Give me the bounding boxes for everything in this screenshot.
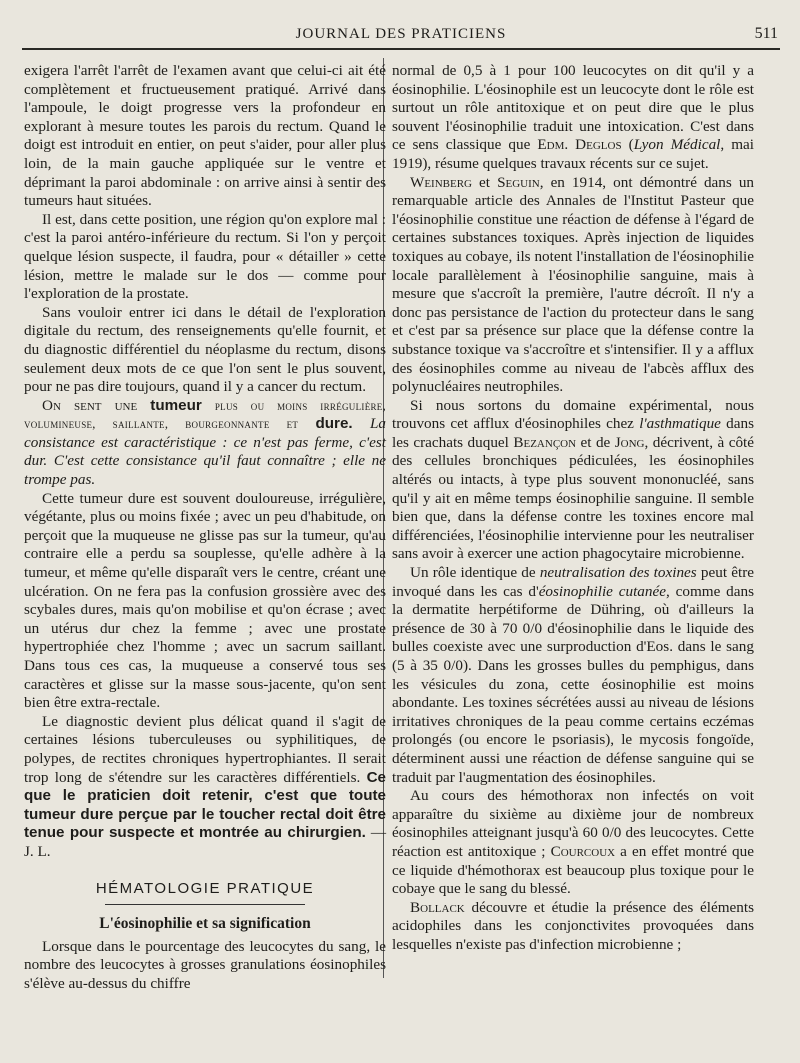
author-name: Edm. Deglos <box>537 136 622 154</box>
journal-name: Lyon Médical <box>633 136 721 154</box>
page-number: 511 <box>754 25 778 42</box>
article-subtitle: L'éosinophilie et sa signification <box>99 915 311 933</box>
paragraph-text: peut être invoqué dans les cas d' <box>392 564 754 600</box>
paragraph-text: Le diagnostic devient plus délicat quand il s'agit de certaines lésions tuberculeuses ou syphilitiques, de polypes, de rectites chroniques hypertrophiantes. Il serait trop long de s'étendre sur les caractères différentiels. <box>24 712 386 786</box>
paragraph-text: et de <box>580 433 611 451</box>
author-name: Weinberg <box>410 173 472 191</box>
paragraph <box>392 174 754 397</box>
author-name: Jong <box>614 433 645 451</box>
paragraph-text: Au cours des hémothorax non infectés on voit apparaître du sixième au dixième jour de nombreux éosinophiles atteignant jusqu'à 60 0/0 des leucocytes. Cette réaction est antitoxique ; <box>392 787 754 860</box>
italic-term: neutralisation des toxines <box>539 564 697 582</box>
section-rule <box>105 904 305 905</box>
paragraph <box>24 713 386 862</box>
italic-term: éosinophilie cutanée <box>538 582 666 600</box>
paragraph-text: , décrivent, à côté des cellules bronchiques pédiculées, les éosinophiles altérés ou intacts, à type plus souvent mononucléé, sans qu'il y ait en même temps éosinophilie sanguine. Il semble bien que, dans la défense contre les toxines encore mal différenciées, l'éosinophilie intervienne pour les neutraliser sans avoir à exercer une action phagocytaire microbienne. <box>392 433 755 563</box>
italic-text: La consistance est caractéristique : ce n'est pas ferme, c'est dur. C'est cette consistance qu'il faut connaître ; elle ne trompe pas. <box>24 415 387 489</box>
paragraph <box>392 397 754 564</box>
paragraph: Sans vouloir entrer ici dans le détail de l'exploration digitale du rectum, des renseignements qu'elle fournit, et du diagnostic différentiel du néoplasme du rectum, disons seulement deux mots de ce que l'on sent le plus souvent, pour ne pas dire toujours, quand il y a cancer du rectum. <box>24 303 386 396</box>
paragraph: exigera l'arrêt l'arrêt de l'examen avant que celui-ci ait été complètement et fructueusement pratiqué. Arrivé dans l'ampoule, le doigt progresse vers la profondeur en explorant à mesure toutes les parois du rectum. Quand le doigt est introduit en entier, on peut s'aider, pour aller plus loin, de la main gauche appliquée sur le ventre et déprimant la paroi abdominale : on arrive ainsi à sentir des tumeurs haut situées. <box>24 62 386 210</box>
paragraph <box>392 62 754 174</box>
paragraph-text: normal de 0,5 à 1 pour 100 leucocytes on dit qu'il y a éosinophilie. L'éosinophile est un leucocyte dont le rôle est surtout un rôle antitoxique et on peut dire que le plus souvent l'éosinophilie traduit une intoxication. C'est dans ce sens classique que <box>392 62 754 154</box>
paragraph-text: dans les crachats duquel <box>392 415 754 451</box>
paragraph <box>392 899 754 955</box>
right-column <box>392 62 754 955</box>
paragraph-text: Un rôle identique de <box>410 564 536 582</box>
journal-title: JOURNAL DES PRATICIENS <box>295 26 507 42</box>
paragraph-text: , comme dans la dermatite herpétiforme de Dühring, où d'ailleurs la présence de 30 à 70 0/0 d'éosinophilie dans le liquide des bulles coexiste avec une surproduction d'Eos. dans le sang (5 à 35 0/0). Dans les grosses bulles du pemphigus, dans les vésicules du zona, cette éosinophilie est moins abondante. Les toxines sécrétées aussi au niveau de lésions irritatives chroniques de la peau comme certains eczémas prolongés (ou encore le psoriasis), le mycosis fongoïde, déterminent aussi une réaction de défense sanguine qui se traduit par l'augmentation des éosinophiles. <box>392 582 754 786</box>
left-column <box>24 62 386 994</box>
lead-in: On sent une <box>42 396 138 414</box>
bold-conclusion: Ce que le praticien doit retenir, c'est que toute tumeur dure perçue par le toucher rectal doit être tenue pour suspecte et montrée au chirurgien. <box>24 768 387 842</box>
paragraph-text: découvre et étudie la présence des éléments acidophiles dans les conjonctivites provoquées dans lesquelles n'existe pas d'infection microbienne ; <box>392 898 755 953</box>
author-name: Seguin <box>497 173 540 191</box>
paragraph-text: et <box>479 173 491 191</box>
paragraph: Lorsque dans le pourcentage des leucocytes du sang, le nombre des leucocytes à grosses granulations éosinophiles s'élève au-dessus du chiffre <box>24 937 386 992</box>
paragraph <box>392 787 754 899</box>
paragraph-text: Si nous sortons du domaine expérimental, nous trouvons cet afflux d'éosinophiles chez <box>392 396 754 433</box>
author-name: Bezançon <box>513 433 577 451</box>
author-signature: — J. L. <box>24 824 386 860</box>
author-name: Courcoux <box>550 842 616 860</box>
page-header <box>22 24 780 50</box>
author-name: Bollack <box>410 898 465 916</box>
smallcaps-text: plus ou moins irrégulière, volumineuse, saillante, bourgeonnante et <box>24 398 387 432</box>
paragraph <box>24 397 386 490</box>
paragraph-text: ( <box>628 136 634 154</box>
paragraph <box>392 564 754 787</box>
paragraph-text: a en effet montré que ce liquide d'hémothorax est beaucoup plus toxique pour le cobaye que le sang du blessé. <box>392 842 754 898</box>
paragraph: Il est, dans cette position, une région qu'on explore mal : c'est la paroi antéro-inférieure du rectum. Si l'on y perçoit quelque lésion suspecte, il faudra, pour « détailler » cette lésion, mettre le malade sur le dos — comme pour l'exploration de la prostate. <box>24 210 386 303</box>
emphasis-dure: dure. <box>315 415 353 433</box>
italic-term: l'asthmatique <box>639 415 721 433</box>
emphasis-tumeur: tumeur <box>150 396 202 414</box>
paragraph: Cette tumeur dure est souvent douloureuse, irrégulière, végétante, plus ou moins fixée ; avec un peu d'habitude, on perçoit que la muqueuse ne glisse pas sur la tumeur, qu'au contraire elle a perdu sa souplesse, qu'elle adhère à la tumeur, et même qu'elle disparaît vers le centre, créant une ulcération. On ne fera pas la confusion grossière avec des scybales dures, mais qu'on mobilise et qu'on écrase ; avec un utérus dur chez la femme ; avec une prostate hypertrophiée chez l'homme ; avec un sacrum saillant. Dans tous ces cas, la muqueuse a conservé tous ses caractères et glisse sur la masse sous-jacente, qu'on sent bien être extra-rectale. <box>24 489 386 712</box>
section-title: HÉMATOLOGIE PRATIQUE <box>95 879 315 897</box>
paragraph-text: , mai 1919), résume quelques travaux récents sur ce sujet. <box>392 136 755 172</box>
paragraph-text: , en 1914, ont démontré dans un remarquable article des Annales de l'Institut Pasteur que l'éosinophilie constitue une réaction de défense à l'égard de certaines substances toxiques. Après injection de liquides toxiques au cobaye, ils notent l'installation de l'éosinophilie locale parallèlement à l'éosinophilie sanguine, mais à mesure que s'accroît la première, l'autre décroît. Il n'y a donc pas persistance de l'action du protecteur dans le sang et c'est par sa présence sur place que la défense contre la substance toxique va s'accroître et s'intensifier. Il y a afflux des éosinophiles comme au niveau de l'abcès afflux des polynucléaires neutrophiles. <box>392 173 755 396</box>
